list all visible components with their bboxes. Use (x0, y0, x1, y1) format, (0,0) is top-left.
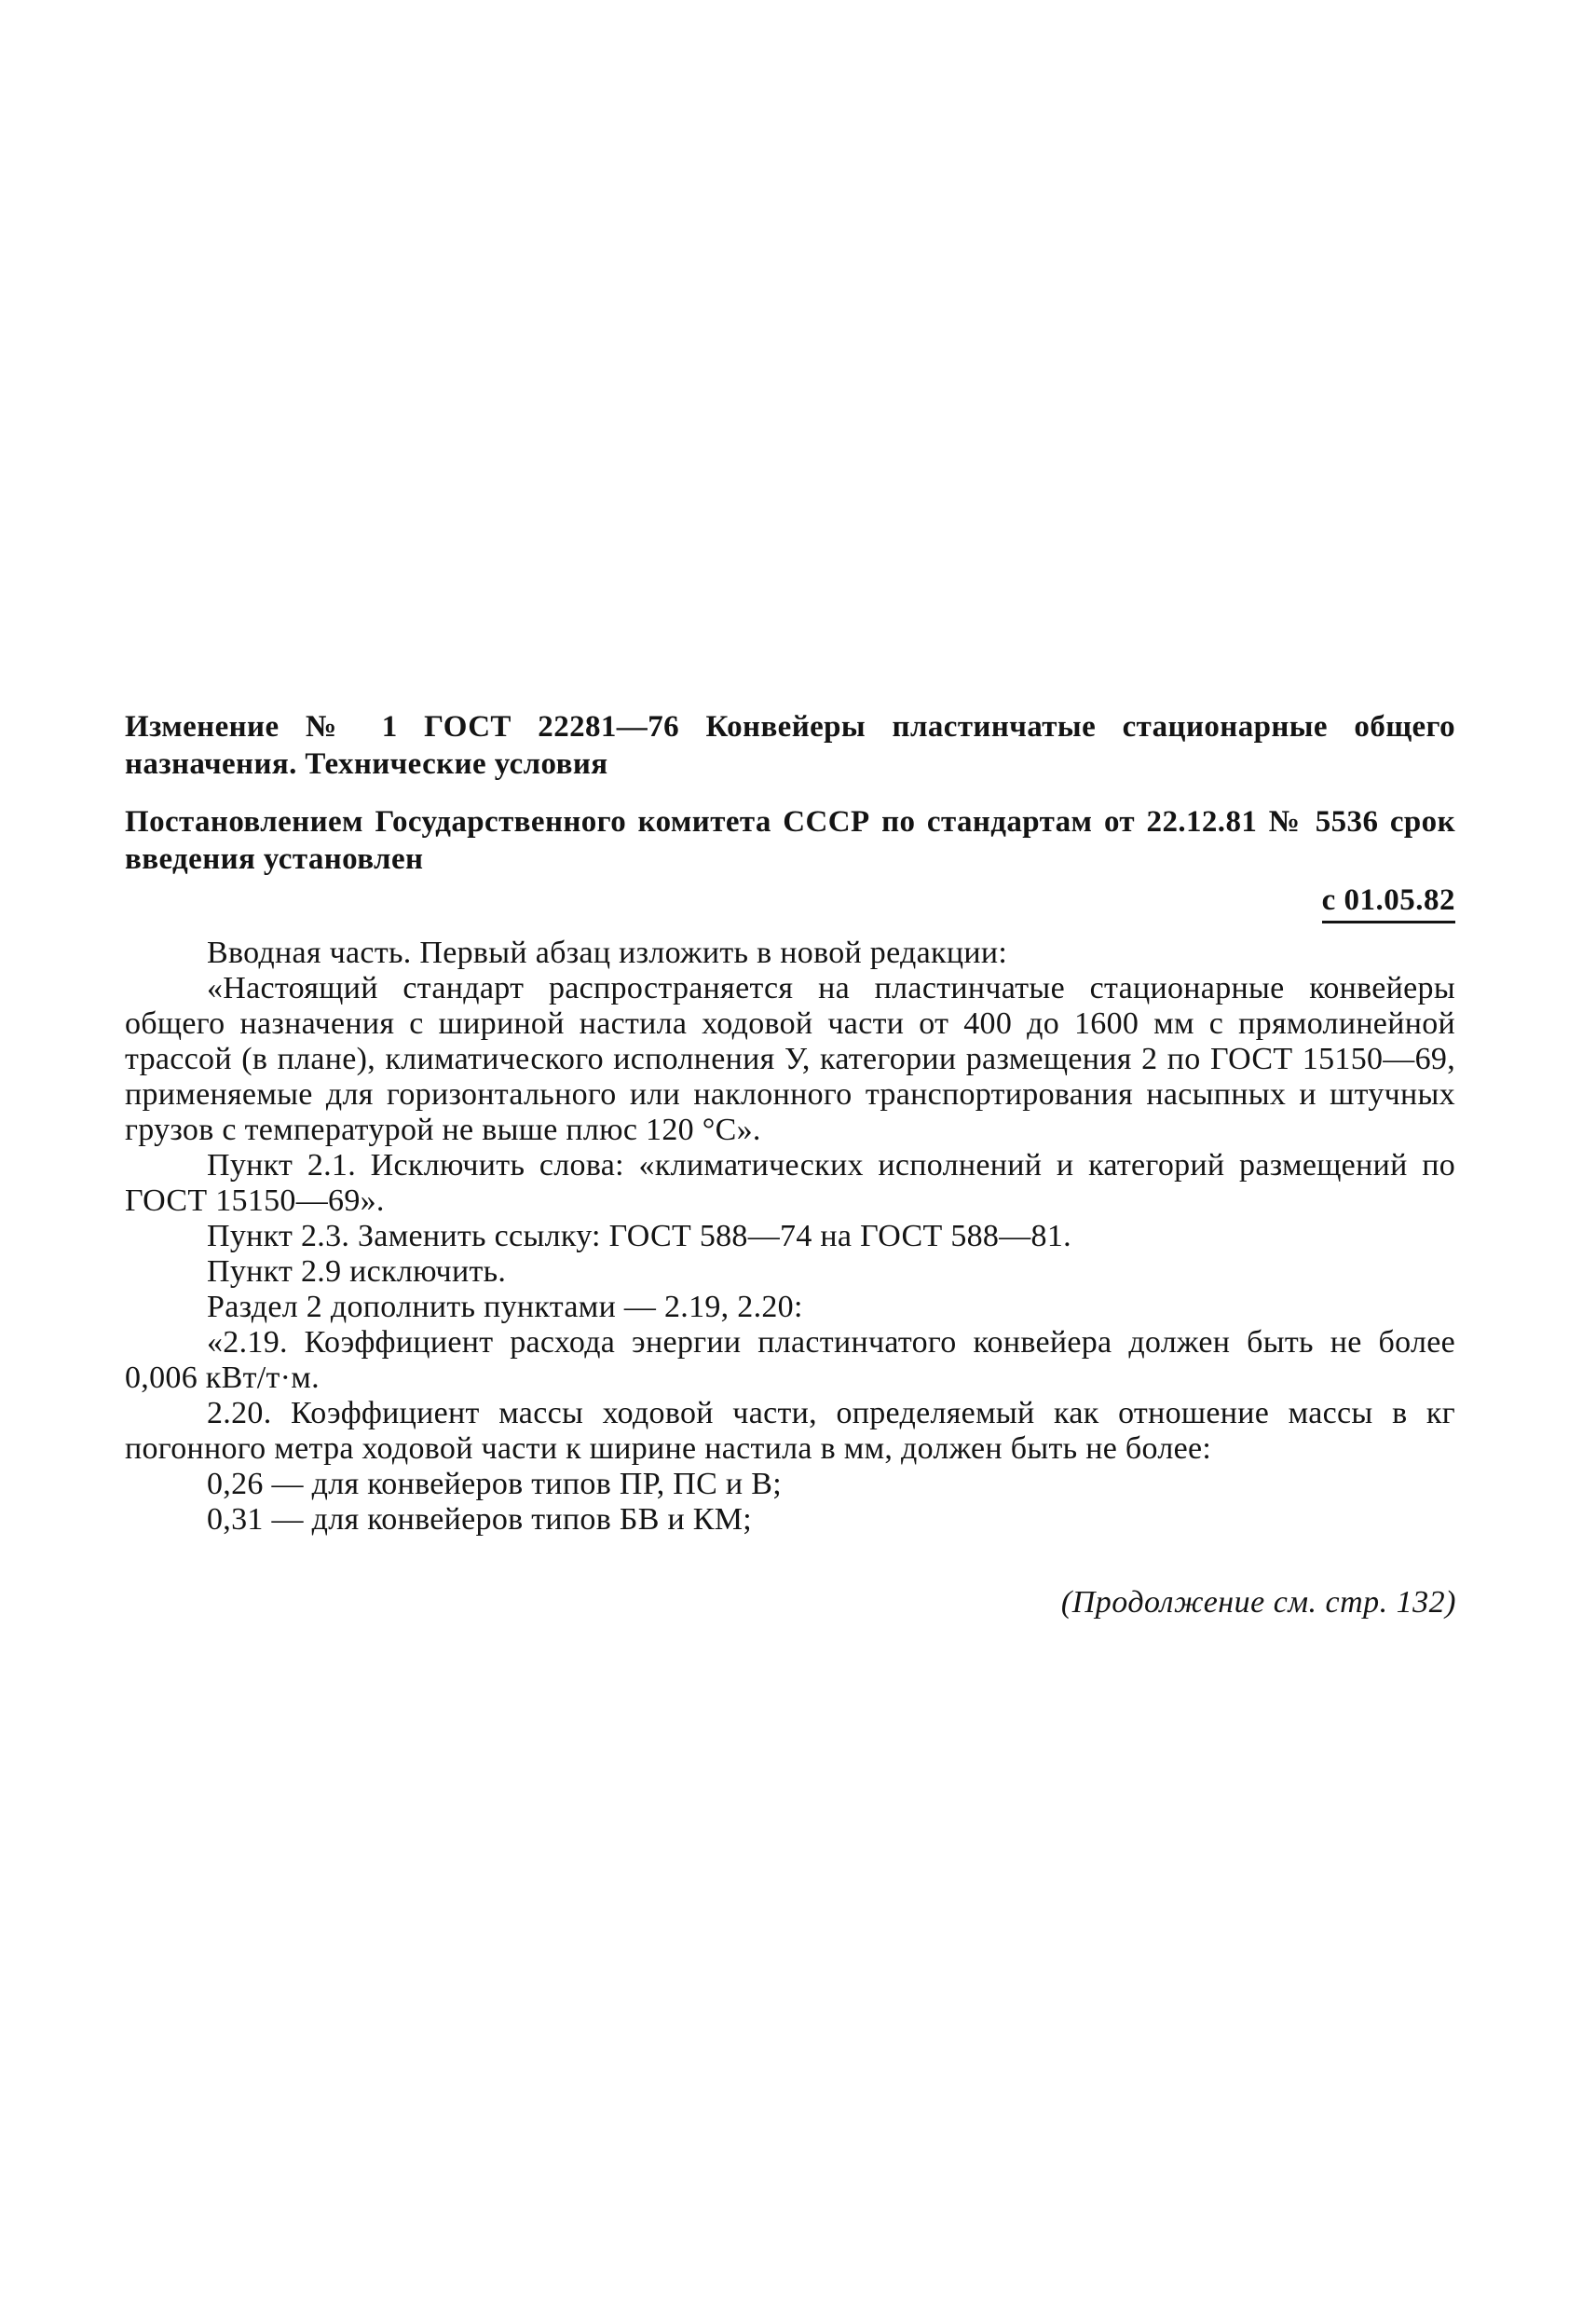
paragraph-item-2-20: 2.20. Коэффициент массы ходовой части, определяемый как отношение массы в кг погонного метра ходовой части к ширине настила в мм, должен быть не более: (125, 1396, 1455, 1466)
paragraph-item-2-9: Пункт 2.9 исключить. (207, 1254, 507, 1289)
list-item: 0,26 — для конвейеров типов ПР, ПС и В; (207, 1467, 782, 1501)
effective-date: с 01.05.82 (1322, 882, 1455, 923)
decree-statement: Постановлением Государственного комитета СССР по стандартам от 22.12.81 № 5536 срок введения установлен (125, 805, 1455, 876)
paragraph-item-2-3: Пункт 2.3. Заменить ссылку: ГОСТ 588—74 на ГОСТ 588—81. (207, 1219, 1071, 1253)
paragraph-section-2: Раздел 2 дополнить пунктами — 2.19, 2.20: (207, 1290, 803, 1324)
list-item: 0,31 — для конвейеров типов БВ и КМ; (207, 1502, 753, 1537)
effective-date-row (125, 882, 1455, 923)
amendment-body (125, 936, 1455, 1538)
paragraph-item-2-19: «2.19. Коэффициент расхода энергии пластинчатого конвейера должен быть не более 0,006 кВт/т·м. (125, 1325, 1455, 1395)
paragraph-item-2-1: Пункт 2.1. Исключить слова: «климатических исполнений и категорий размещений по ГОСТ 15150—69». (125, 1148, 1455, 1218)
paragraph-intro: Вводная часть. Первый абзац изложить в новой редакции: (207, 936, 1008, 970)
paragraph-scope: «Настоящий стандарт распространяется на пластинчатые стационарные конвейеры общего назначения с шириной настила ходовой части от 400 до 1600 мм с прямолинейной трассой (в плане), климатического исполнения У, категории размещения 2 по ГОСТ 15150—69, применяемые для горизонтального или наклонного транспортирования насыпных и штучных грузов с температурой не выше плюс 120 °С». (125, 971, 1455, 1147)
header-block (125, 708, 1455, 923)
amendment-title: Изменение № 1 ГОСТ 22281—76 Конвейеры пластинчатые стационарные общего назначения. Технические условия (125, 710, 1455, 781)
continuation-note: (Продолжение см. стр. 132) (1060, 1585, 1456, 1620)
